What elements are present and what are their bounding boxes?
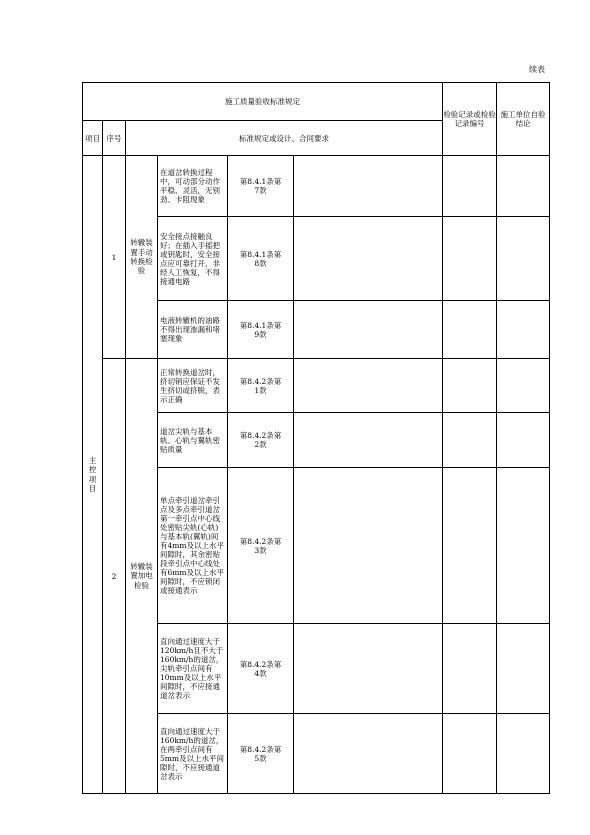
requirement-text: 直向通过速度大于120km/h且不大于160km/h的道岔，尖轨牵引点间有10mm及以上水平间隙时，不应接通道岔表示 (158, 624, 228, 714)
contractor-cell (443, 714, 497, 794)
main-category-cell (83, 156, 103, 794)
contractor-cell (443, 359, 497, 413)
supervisor-cell (497, 217, 550, 301)
record-cell (294, 624, 443, 714)
header-record: 检验记录或检验记录编号 (443, 83, 497, 156)
contractor-cell (443, 468, 497, 624)
table-row (83, 156, 550, 217)
clause-ref: 第8.4.2条第4款 (228, 624, 294, 714)
clause-ref: 第8.4.1条第9款 (228, 301, 294, 359)
clause-ref: 第8.4.1条第8款 (228, 217, 294, 301)
supervisor-cell (497, 624, 550, 714)
record-cell (294, 413, 443, 468)
group-name-cell (126, 156, 158, 359)
requirement-text: 单点牵引道岔牵引点及多点牵引道岔第一牵引点中心线处密贴尖轨(心轨)与基本轨(翼轨)间有4mm及以上水平间隙时，其余密贴段牵引点中心线处有6mm及以上水平间隙时，不应锁闭或接通表示 (158, 468, 228, 624)
clause-ref: 第8.4.2条第3款 (228, 468, 294, 624)
clause-ref: 第8.4.2条第1款 (228, 359, 294, 413)
record-cell (294, 301, 443, 359)
header-contractor-conclusion: 施工单位自验结论 (497, 83, 550, 156)
supervisor-cell (497, 413, 550, 468)
contractor-cell (443, 217, 497, 301)
group-seq: 1 (103, 156, 126, 359)
group-seq: 2 (103, 359, 126, 794)
record-cell (294, 359, 443, 413)
contractor-cell (443, 301, 497, 359)
requirement-text: 安全接点接触良好；在插入手摇把或钥匙时，安全接点应可靠打开，非经人工恢复，不得接通电路 (158, 217, 228, 301)
inspection-table (82, 82, 550, 794)
contractor-cell (443, 156, 497, 217)
supervisor-cell (497, 301, 550, 359)
clause-ref: 第8.4.1条第7款 (228, 156, 294, 217)
supervisor-cell (497, 359, 550, 413)
requirement-text: 电液转辙机的油路不得出现渗漏和堵塞现象 (158, 301, 228, 359)
supervisor-cell (497, 714, 550, 794)
contractor-cell (443, 413, 497, 468)
header-group-title: 施工质量验收标准规定 (83, 83, 443, 121)
group-name: 转辙装置加电检验 (130, 561, 153, 590)
clause-ref: 第8.4.2条第2款 (228, 413, 294, 468)
requirement-text: 道岔尖轨与基本轨、心轨与翼轨密贴质量 (158, 413, 228, 468)
supervisor-cell (497, 468, 550, 624)
requirement-text: 正常转换道岔时，挤切销应保证不发生挤切或挤脱，表示正确 (158, 359, 228, 413)
main-category-label: 主控项目 (88, 455, 97, 493)
clause-ref: 第8.4.2条第5款 (228, 714, 294, 794)
record-cell (294, 156, 443, 217)
header-standard: 标准规定或设计、合同要求 (126, 121, 443, 156)
requirement-text: 直向通过速度大于160km/h的道岔，在两牵引点间有5mm及以上水平间隙时，不应接通道岔表示 (158, 714, 228, 794)
group-name: 转辙装置手动转换检验 (130, 238, 153, 276)
supervisor-cell (497, 156, 550, 217)
table-row (83, 359, 550, 413)
continued-label: 续表 (529, 65, 545, 74)
record-cell (294, 217, 443, 301)
record-cell (294, 468, 443, 624)
record-cell (294, 714, 443, 794)
requirement-text: 在道岔转换过程中，可动部分动作平稳、灵活，无别劲、卡阻现象 (158, 156, 228, 217)
contractor-cell (443, 624, 497, 714)
header-seq: 序号 (103, 121, 126, 156)
header-row-1 (83, 83, 550, 121)
group-name-cell (126, 359, 158, 794)
header-item: 项目 (83, 121, 103, 156)
